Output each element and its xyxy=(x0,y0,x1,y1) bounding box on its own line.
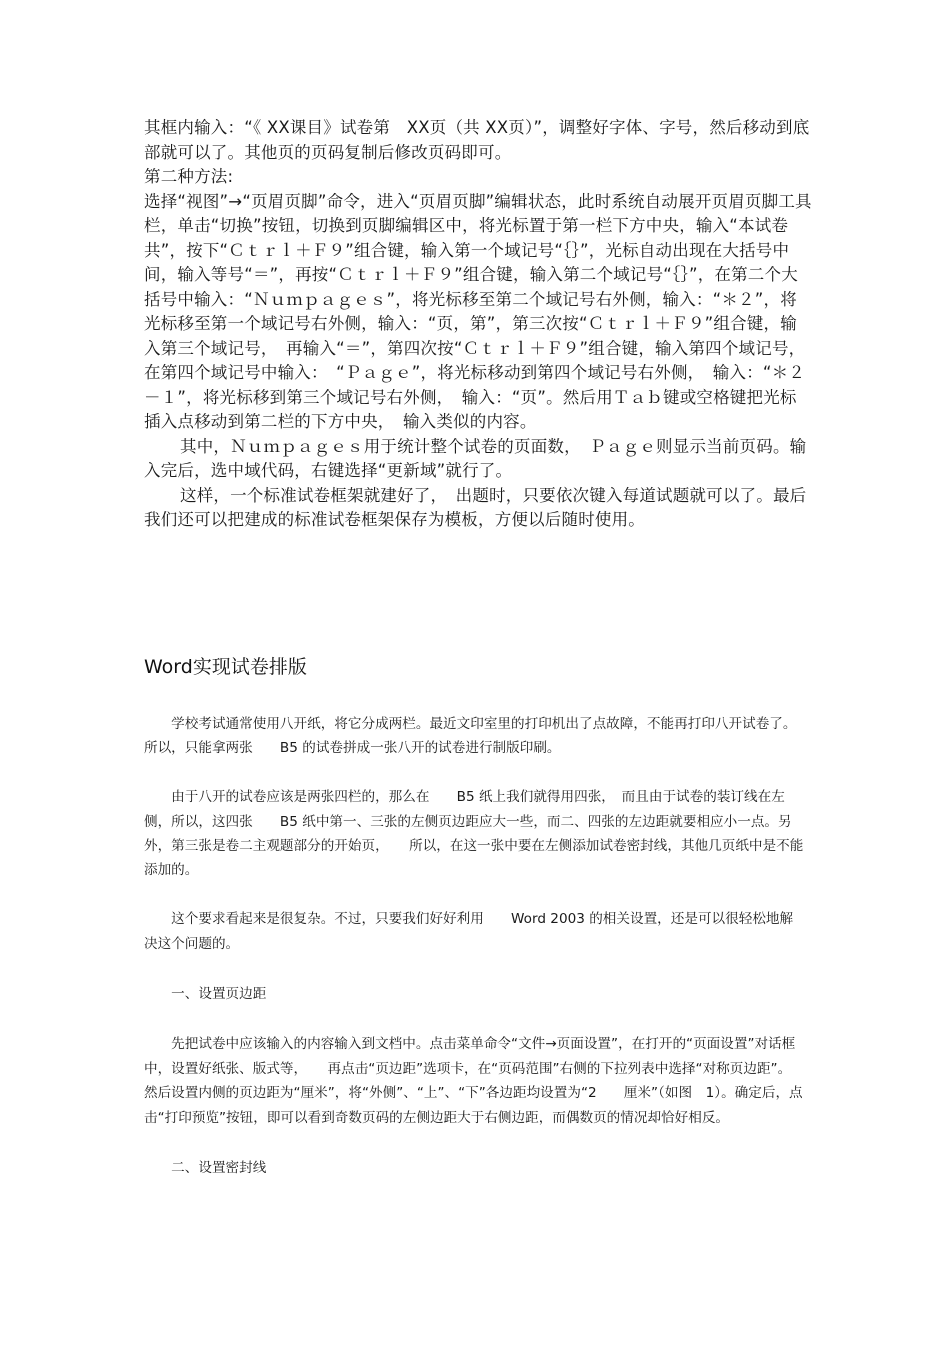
paragraph-word-2003: 这个要求看起来是很复杂。不过，只要我们好好利用 Word 2003 的相关设置，还是可以很轻松地解决这个问题的。 xyxy=(144,911,794,952)
paragraph-page-setup: 先把试卷中应该输入的内容输入到文档中。点击菜单命令“文件→页面设置”，在打开的“页面设置”对话框中，设置好纸张、版式等， 再点击“页边距”选项卡，在“页码范围”右侧的下拉列表中选择“对称页边距”。然后设置内侧的页边距为“厘米”，将“外侧”、“上”、“下”各边距均设置为“2 厘米”（如图 1）。确定后，点击“打印预览”按钮，即可以看到奇数页码的左侧边距大于右侧边距，而偶数页的情况却恰好相反。 xyxy=(144,1036,803,1126)
section-word-exam-layout xyxy=(144,712,804,1205)
paragraph-numpages-note: 其中，Ｎｕｍｐａｇｅｓ用于统计整个试卷的页面数， Ｐａｇｅ则显示当前页码。输入完后，选中域代码，右键选择“更新域”就行了。 xyxy=(144,436,807,480)
paragraph-method-two-title: 第二种方法: xyxy=(144,167,234,186)
article-title: Word实现试卷排版 xyxy=(144,656,307,678)
subheading-set-margins: 一、设置页边距 xyxy=(144,986,267,1003)
paragraph-template-note: 这样，一个标准试卷框架就建好了， 出题时，只要依次键入每道试题就可以了。最后我们还可以把建成的标准试卷框架保存为模板，方便以后随时使用。 xyxy=(144,485,807,529)
paragraph-intro: 学校考试通常使用八开纸，将它分成两栏。最近文印室里的打印机出了点故障，不能再打印八开试卷了。所以，只能拿两张 B5 的试卷拼成一张八开的试卷进行制版印刷。 xyxy=(144,716,797,757)
paragraph-method-two-steps: 选择“视图”→“页眉页脚”命令，进入“页眉页脚”编辑状态，此时系统自动展开页眉页脚工具栏，单击“切换”按钮，切换到页脚编辑区中，将光标置于第一栏下方中央，输入“本试卷共”，按下“Ｃｔｒｌ＋Ｆ９”组合键，输入第一个域记号“｛｝”，光标自动出现在大括号中间，输入等号“＝”，再按“Ｃｔｒｌ＋Ｆ９”组合键，输入第二个域记号“｛｝”，在第二个大括号中输入：“Ｎｕｍｐａｇｅｓ”，将光标移至第二个域记号右外侧，输入：“＊２”，将光标移至第一个域记号右外侧，输入：“页，第”，第三次按“Ｃｔｒｌ＋Ｆ９”组合键，输入第三个域记号， 再输入“＝”，第四次按“Ｃｔｒｌ＋Ｆ９”组合键，输入第四个域记号，在第四个域记号中输入： “Ｐａｇｅ”，将光标移动到第四个域记号右外侧， 输入：“＊２－１”，将光标移到第三个域记号右外侧， 输入：“页”。然后用Ｔａｂ键或空格键把光标插入点移动到第二栏的下方中央， 输入类似的内容。 xyxy=(144,191,812,431)
section-page-number-methods xyxy=(144,116,812,533)
paragraph-footer-input: 其框内输入：“《 XX课目》试卷第 XX页（共 XX页）”，调整好字体、字号，然后移动到底部就可以了。其他页的页码复制后修改页码即可。 xyxy=(144,118,810,162)
subheading-seal-line: 二、设置密封线 xyxy=(144,1160,267,1177)
paragraph-b5-margins: 由于八开的试卷应该是两张四栏的，那么在 B5 纸上我们就得用四张， 而且由于试卷的装订线在左侧，所以，这四张 B5 纸中第一、三张的左侧页边距应大一些，而二、四张的左边距就要相应小一点。另外，第三张是卷二主观题部分的开始页， 所以，在这一张中要在左侧添加试卷密封线，其他几页纸中是不能添加的。 xyxy=(144,789,804,879)
